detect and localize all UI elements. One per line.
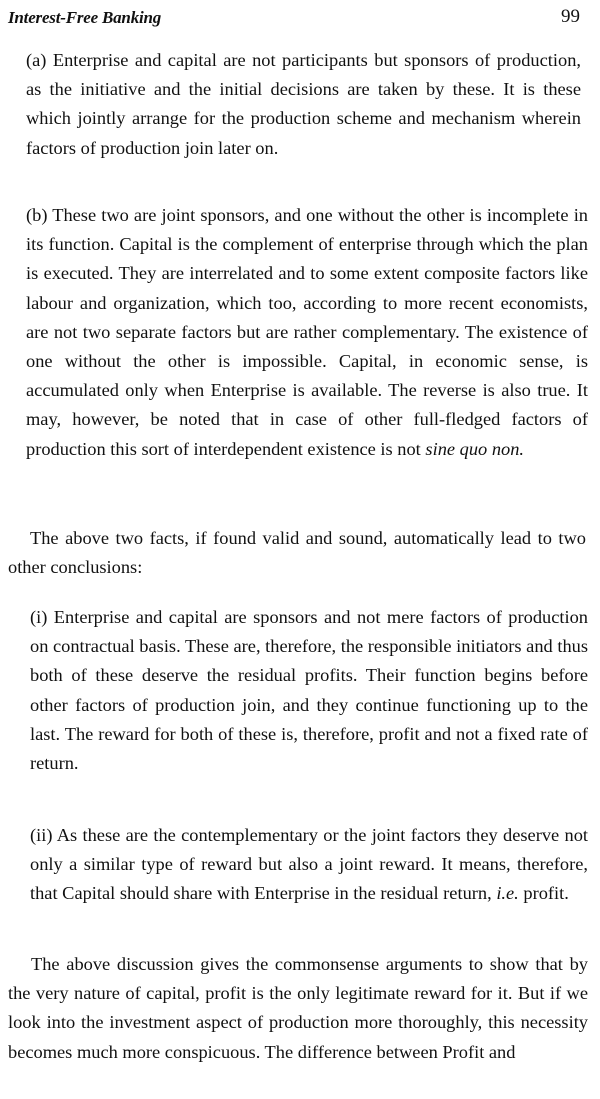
- paragraph-a-text: (a) Enterprise and capital are not participants but sponsors of production, as the initiative and the initial decisions are taken by these. It is these which jointly arrange for the production scheme and mechanism wherein factors of production join later on.: [26, 50, 581, 158]
- running-title: Interest-Free Banking: [8, 8, 162, 27]
- paragraph-conclusions-intro-text: The above two facts, if found valid and sound, automatically lead to two other conclusions:: [8, 528, 586, 578]
- paragraph-b-italic-phrase: sine quo non.: [425, 438, 525, 459]
- paragraph-discussion-text: The above discussion gives the commonsense arguments to show that by the very nature of capital, profit is the only legitimate reward for it. But if we look into the investment aspect of production more thoroughly, this necessity becomes much more conspicuous. The difference between Profit and: [8, 954, 588, 1062]
- paragraph-a: [26, 46, 581, 163]
- paragraph-conclusions-intro: [8, 524, 586, 582]
- paragraph-b: [26, 201, 588, 464]
- page-number: 99: [561, 6, 580, 27]
- paragraph-discussion: [8, 950, 588, 1067]
- paragraph-ii-text: (ii) As these are the contemplementary or the joint factors they deserve not only a similar type of reward but also a joint reward. It means, therefore, that Capital should share with Enterprise in the residual return,: [30, 825, 588, 904]
- paragraph-ii: [30, 821, 588, 909]
- paragraph-b-text: (b) These two are joint sponsors, and one without the other is incomplete in its function. Capital is the complement of enterprise through which the plan is executed. They are interrelated and to some extent composite factors like labour and organization, which too, according to more recent economists, are not two separate factors but are rather complementary. The existence of one without the other is impossible. Capital, in economic sense, is accumulated only when Enterprise is available. The reverse is also true. It may, however, be noted that in case of other full-fledged factors of production this sort of interdependent existence is not: [26, 205, 588, 459]
- paragraph-i: [30, 603, 588, 778]
- page-header: [8, 6, 586, 32]
- paragraph-i-text: (i) Enterprise and capital are sponsors and not mere factors of production on contractual basis. These are, therefore, the responsible initiators and thus both of these deserve the residual profits. Their function begins before other factors of production join, and they continue functioning up to the last. The reward for both of these is, therefore, profit and not a fixed rate of return.: [30, 607, 588, 774]
- paragraph-ii-italic-abbrev: i.e.: [496, 883, 519, 904]
- paragraph-ii-end: profit.: [523, 883, 569, 904]
